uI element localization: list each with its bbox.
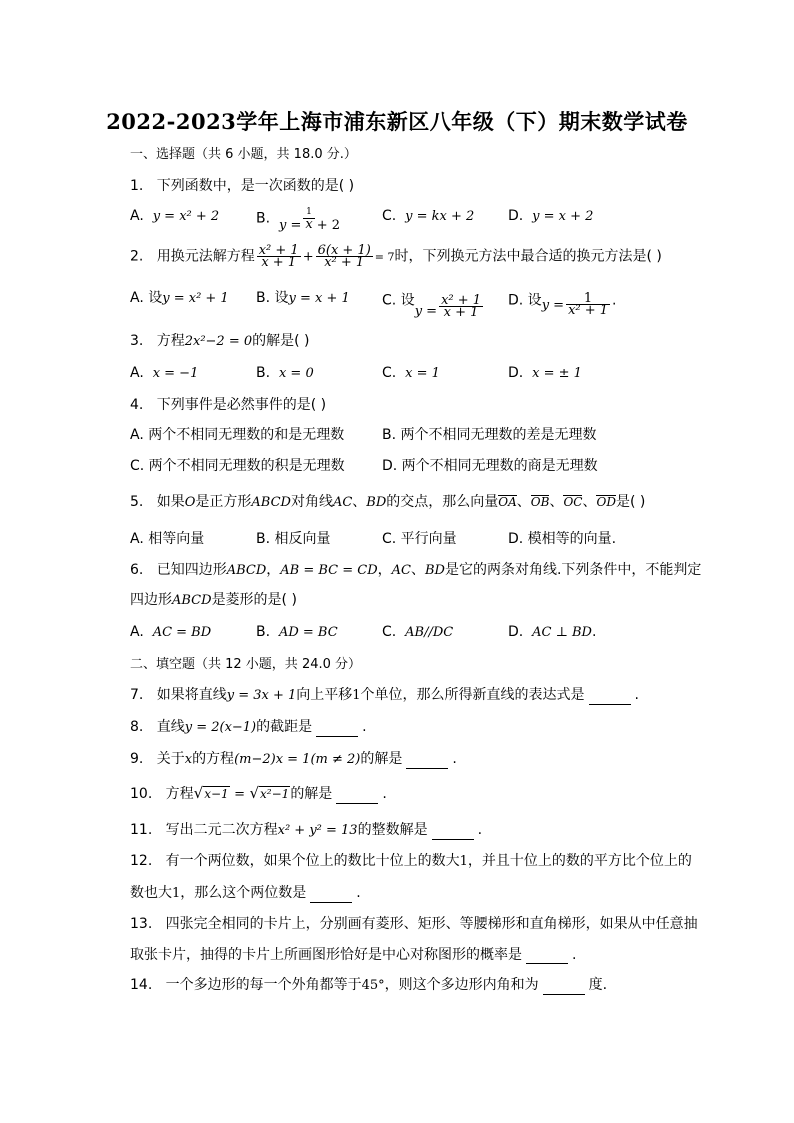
- q13-answer-blank: [526, 949, 568, 964]
- q6-stem-line2: 四边形ABCD是菱形的是( ): [130, 592, 297, 608]
- q3-option-c: C. x = 1: [382, 365, 440, 381]
- q2-option-b: B. 设y = x + 1: [256, 290, 350, 306]
- q4-option-a: A. 两个不相同无理数的和是无理数: [130, 427, 345, 443]
- q11-answer-blank: [432, 825, 474, 840]
- q12-line1: 12. 有一个两位数，如果个位上的数比十位上的数大1，并且十位上的数的平方比个位上的: [130, 853, 692, 869]
- q13-line2: 取张卡片，抽得的卡片上所画图形恰好是中心对称图形的概率是 .: [130, 947, 577, 963]
- q12-answer-blank: [310, 888, 352, 903]
- q11: 11. 写出二元二次方程x² + y² = 13的整数解是 .: [130, 822, 483, 838]
- q10: 10. 方程√x−1 = √x²−1的解是 .: [130, 784, 387, 802]
- q5-stem: 5. 如果O是正方形ABCD对角线AC、BD的交点，那么向量OA、OB、OC、OD是( ): [130, 494, 646, 510]
- q12-line2: 数也大1，那么这个两位数是 .: [130, 885, 361, 901]
- q3-option-d: D. x = ± 1: [508, 365, 582, 381]
- q6-option-d: D. AC ⊥ BD.: [508, 624, 597, 640]
- q6-stem-line1: 6. 已知四边形ABCD，AB = BC = CD，AC、BD是它的两条对角线.下列条件中，不能判定: [130, 562, 702, 578]
- q6-option-c: C. AB//DC: [382, 624, 454, 640]
- q5-option-a: A. 相等向量: [130, 531, 205, 547]
- q1-option-c: C. y = kx + 2: [382, 208, 475, 224]
- q5-option-c: C. 平行向量: [382, 531, 457, 547]
- q6-option-a: A. AC = BD: [130, 624, 212, 640]
- q3-stem: 3. 方程2x²−2 = 0的解是( ): [130, 333, 310, 349]
- q14: 14. 一个多边形的每一个外角都等于45°，则这个多边形内角和为 度.: [130, 977, 608, 993]
- q1-option-a: A. y = x² + 2: [130, 208, 220, 224]
- q13-line1: 13. 四张完全相同的卡片上，分别画有菱形、矩形、等腰梯形和直角梯形，如果从中任意抽: [130, 916, 698, 932]
- q1-option-d: D. y = x + 2: [508, 208, 594, 224]
- q2-option-a: A. 设y = x² + 1: [130, 290, 229, 306]
- q9: 9. 关于x的方程(m−2)x = 1(m ≠ 2)的解是 .: [130, 751, 457, 767]
- q2-stem: 2. 用换元法解方程 $\frac{\text{x² + 1}}{x + 1}$ + $\frac{6(x + 1)}{\text{x² + 1}}$ = 7时，下列换元方法中最合适的换元方法是( ): [130, 243, 662, 270]
- q2-option-d: D. 设y = $\frac{1}{\text{x² + 1}}$ .: [508, 291, 617, 318]
- q4-stem: 4. 下列事件是必然事件的是( ): [130, 397, 327, 413]
- q2-option-c: C. 设y = $\frac{\text{x² + 1}}{x + 1}$: [382, 292, 482, 320]
- q3-option-a: A. x = −1: [130, 365, 199, 381]
- q4-option-d: D. 两个不相同无理数的商是无理数: [382, 458, 598, 474]
- q10-answer-blank: [336, 789, 378, 804]
- q7-answer-blank: [589, 690, 631, 705]
- q8-answer-blank: [316, 722, 358, 737]
- q5-option-b: B. 相反向量: [256, 531, 331, 547]
- q14-answer-blank: [543, 980, 585, 995]
- exam-title: 2022-2023学年上海市浦东新区八年级（下）期末数学试卷: [106, 109, 688, 134]
- q1-stem: 1. 下列函数中，是一次函数的是( ): [130, 178, 355, 194]
- q5-option-d: D. 模相等的向量.: [508, 531, 617, 547]
- q6-option-b: B. AD = BC: [256, 624, 338, 640]
- q3-option-b: B. x = 0: [256, 365, 314, 381]
- q4-option-c: C. 两个不相同无理数的积是无理数: [130, 458, 345, 474]
- q7: 7. 如果将直线y = 3x + 1向上平移1个单位，那么所得新直线的表达式是 .: [130, 687, 639, 703]
- q1-option-b: B. y = $\frac{1}{x}$ + 2: [256, 207, 340, 233]
- section-fill-heading: 二、填空题（共 12 小题，共 24.0 分）: [130, 657, 362, 672]
- q4-option-b: B. 两个不相同无理数的差是无理数: [382, 427, 597, 443]
- q8: 8. 直线y = 2(x−1)的截距是 .: [130, 719, 367, 735]
- section-choice-heading: 一、选择题（共 6 小题，共 18.0 分.）: [130, 147, 357, 162]
- q9-answer-blank: [406, 754, 448, 769]
